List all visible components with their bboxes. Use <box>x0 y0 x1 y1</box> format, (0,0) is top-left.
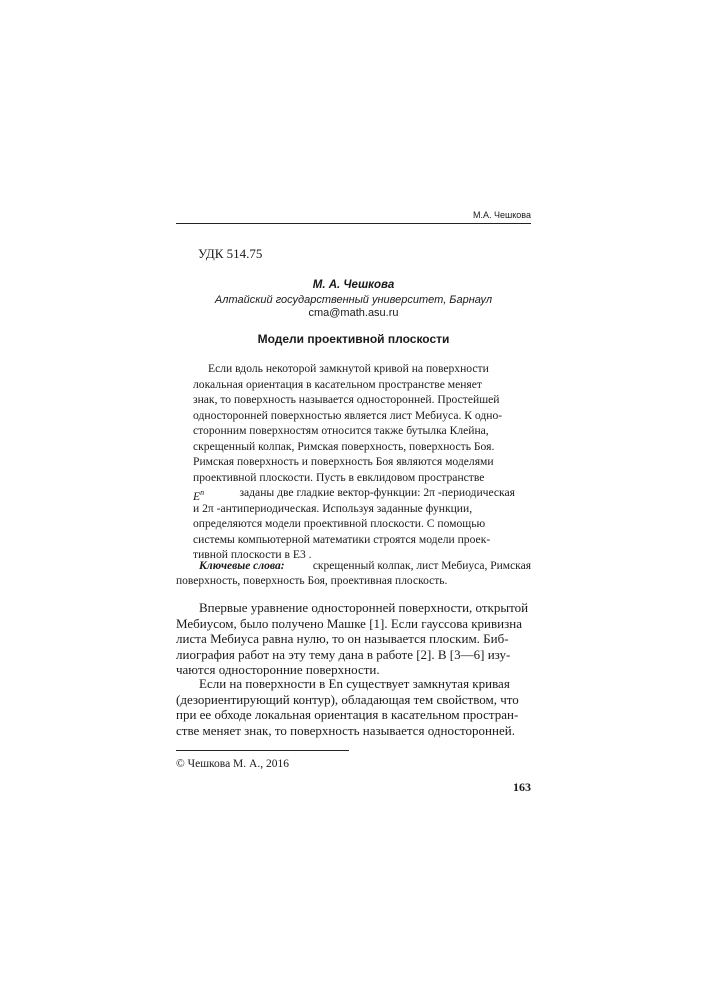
paragraph-1 <box>176 600 531 678</box>
page-number: 163 <box>513 780 531 794</box>
text-line: Мебиусом, было получено Машке [1]. Если гауссова кривизна <box>176 615 522 631</box>
paper-title: Модели проективной плоскости <box>257 332 450 346</box>
math-en: $E^n$ <box>193 488 205 503</box>
text-line: Впервые уравнение односторонней поверхности, открытой <box>199 600 529 615</box>
text-line: стве меняет знак, то поверхность называется односторонней. <box>176 722 515 738</box>
text-line: при ее обходе локальная ориентация в касательном простран- <box>176 707 519 723</box>
footnote-rule <box>176 750 349 751</box>
abstract-line: и 2π -антипериодическая. Используя заданные функции, <box>193 501 473 515</box>
text-line: лиография работ на эту тему дана в работе [2]. В [3—6] изу- <box>176 646 511 662</box>
abstract-line: проективной плоскости. Пусть в евклидовом пространстве <box>193 470 485 484</box>
keywords-line: поверхность, поверхность Боя, проективная плоскость. <box>176 575 448 587</box>
text-line: листа Мебиуса равна нулю, то он называется плоским. Биб- <box>176 631 509 647</box>
abstract <box>193 361 515 563</box>
abstract-line: Если вдоль некоторой замкнутой кривой на поверхности <box>208 362 489 375</box>
keywords <box>176 559 531 589</box>
text-line: (дезориентирующий контур), обладающая тем свойством, что <box>176 691 519 707</box>
keywords-label: Ключевые слова: <box>199 560 285 572</box>
paragraph-2 <box>176 676 531 738</box>
author-affiliation: Алтайский государственный университет, Барнаул <box>214 294 493 306</box>
abstract-line-text: заданы две гладкие вектор-функции: 2π -периодическая <box>239 486 515 499</box>
abstract-line: сторонним поверхностям относится также бутылка Клейна, <box>193 424 489 437</box>
header-rule <box>176 223 531 224</box>
copyright-footnote: © Чешкова М. А., 2016 <box>176 758 289 770</box>
text-line: чаются односторонние поверхности. <box>176 662 380 678</box>
text-line: Если на поверхности в En существует замкнутая кривая <box>199 676 510 691</box>
abstract-line <box>193 485 515 501</box>
running-head: М.А. Чешкова <box>473 210 531 220</box>
abstract-line: скрещенный колпак, Римская поверхность, поверхность Боя. <box>193 439 495 453</box>
abstract-line: односторонней поверхностью является лист Мебиуса. К одно- <box>193 408 503 422</box>
udk-code: УДК 514.75 <box>198 246 263 261</box>
abstract-line: тивной плоскости в E3 . <box>193 548 312 561</box>
abstract-line: системы компьютерной математики строятся модели проек- <box>193 532 491 546</box>
abstract-line: определяются модели проективной плоскости. С помощью <box>193 517 486 530</box>
author-email[interactable]: cma@math.asu.ru <box>308 307 399 319</box>
keywords-line: скрещенный колпак, лист Мебиуса, Римская <box>312 560 531 572</box>
abstract-line: знак, то поверхность называется односторонней. Простейшей <box>193 393 500 406</box>
abstract-line: Римская поверхность и поверхность Боя являются моделями <box>193 455 494 468</box>
author-name: М. А. Чешкова <box>312 279 395 291</box>
abstract-line: локальная ориентация в касательном пространстве меняет <box>193 377 482 391</box>
